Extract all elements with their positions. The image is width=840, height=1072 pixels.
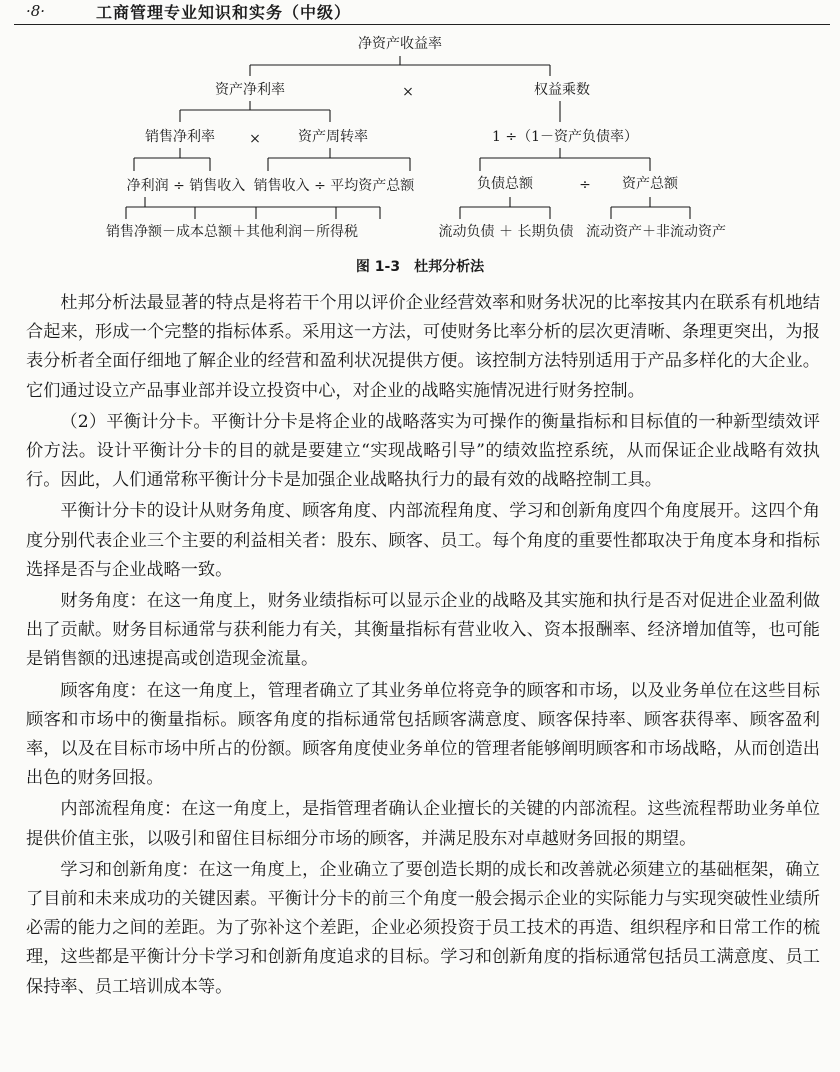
paragraph-four-perspectives: 平衡计分卡的设计从财务角度、顾客角度、内部流程角度、学习和创新角度四个角度展开。这四个角度分别代表企业三个主要的利益相关者：股东、顾客、员工。每个角度的重要性都取决于角度本身和指标选择是否与企业战略一致。 bbox=[26, 501, 820, 580]
paragraph-dupont-features: 杜邦分析法最显著的特点是将若干个用以评价企业经营效率和财务状况的比率按其内在联系有机地结合起来，形成一个完整的指标体系。采用这一方法，可使财务比率分析的层次更清晰、条理更突出，为报表分析者全面仔细地了解企业的经营和盈利状况提供方便。该控制方法特别适用于产品多样化的大企业。它们通过设立产品事业部并设立投资中心，对企业的战略实施情况进行财务控制。 bbox=[26, 293, 820, 401]
header-rule bbox=[14, 24, 830, 25]
node-total-assets: 资产总额 bbox=[622, 176, 678, 192]
diagram-labels bbox=[106, 35, 726, 240]
page-number: ·8· bbox=[26, 2, 46, 20]
node-liabilities-formula: 流动负债 ＋ 长期负债 bbox=[438, 224, 574, 240]
book-title: 工商管理专业知识和实务（中级） bbox=[96, 3, 352, 22]
node-em-formula: 1 ÷（1－资产负债率） bbox=[492, 129, 638, 145]
node-assets-formula: 流动资产＋非流动资产 bbox=[586, 224, 726, 240]
page-header bbox=[0, 0, 840, 26]
paragraph-internal-process-perspective: 内部流程角度：在这一角度上，是指管理者确认企业擅长的关键的内部流程。这些流程帮助业务单位提供价值主张，以吸引和留住目标细分市场的顾客，并满足股东对卓越财务回报的期望。 bbox=[26, 799, 820, 849]
dupont-diagram bbox=[0, 26, 840, 252]
node-equity-multiplier: 权益乘数 bbox=[534, 82, 590, 98]
node-sales-div-avg-assets: 销售收入 ÷ 平均资产总额 bbox=[253, 178, 415, 194]
operator-divide: ÷ bbox=[579, 177, 591, 193]
node-total-liabilities: 负债总额 bbox=[477, 176, 533, 192]
node-roe: 净资产收益率 bbox=[358, 36, 442, 52]
paragraph-balanced-scorecard: （2）平衡计分卡。平衡计分卡是将企业的战略落实为可操作的衡量指标和目标值的一种新型绩效评价方法。设计平衡计分卡的目的就是要建立“实现战略引导”的绩效监控系统，从而保证企业战略有效执行。因此，人们通常称平衡计分卡是加强企业战略执行力的最有效的战略控制工具。 bbox=[26, 411, 820, 491]
node-roa: 资产净利率 bbox=[215, 82, 285, 98]
node-asset-turnover: 资产周转率 bbox=[298, 129, 368, 145]
paragraph-customer-perspective: 顾客角度：在这一角度上，管理者确立了其业务单位将竞争的顾客和市场，以及业务单位在这些目标顾客和市场中的衡量指标。顾客角度的指标通常包括顾客满意度、顾客保持率、顾客获得率、顾客盈利率，以及在目标市场中所占的份额。顾客角度使业务单位的管理者能够阐明顾客和市场战略，从而创造出出色的财务回报。 bbox=[26, 680, 820, 789]
paragraph-learning-growth-perspective: 学习和创新角度：在这一角度上，企业确立了要创造长期的成长和改善就必须建立的基础框架，确立了目前和未来成功的关键因素。平衡计分卡的前三个角度一般会揭示企业的实际能力与实现突破性业绩所必需的能力之间的差距。为了弥补这个差距，企业必须投资于员工技术的再造、组织程序和日常工作的梳理，这些都是平衡计分卡学习和创新角度追求的目标。学习和创新角度的指标通常包括员工满意度、员工保持率、员工培训成本等。 bbox=[26, 859, 820, 997]
node-net-profit-div-sales: 净利润 ÷ 销售收入 bbox=[126, 178, 246, 194]
node-net-margin: 销售净利率 bbox=[145, 129, 215, 145]
node-net-profit-formula: 销售净额－成本总额＋其他利润－所得税 bbox=[106, 224, 358, 240]
operator-times-1: × bbox=[402, 84, 414, 100]
operator-times-2: × bbox=[249, 131, 261, 147]
paragraph-financial-perspective: 财务角度：在这一角度上，财务业绩指标可以显示企业的战略及其实施和执行是否对促进企业盈利做出了贡献。财务目标通常与获利能力有关，其衡量指标有营业收入、资本报酬率、经济增加值等，也可能是销售额的迅速提高或创造现金流量。 bbox=[26, 591, 820, 670]
figure-caption: 图 1-3 杜邦分析法 bbox=[355, 259, 485, 275]
body-text bbox=[26, 289, 820, 1004]
